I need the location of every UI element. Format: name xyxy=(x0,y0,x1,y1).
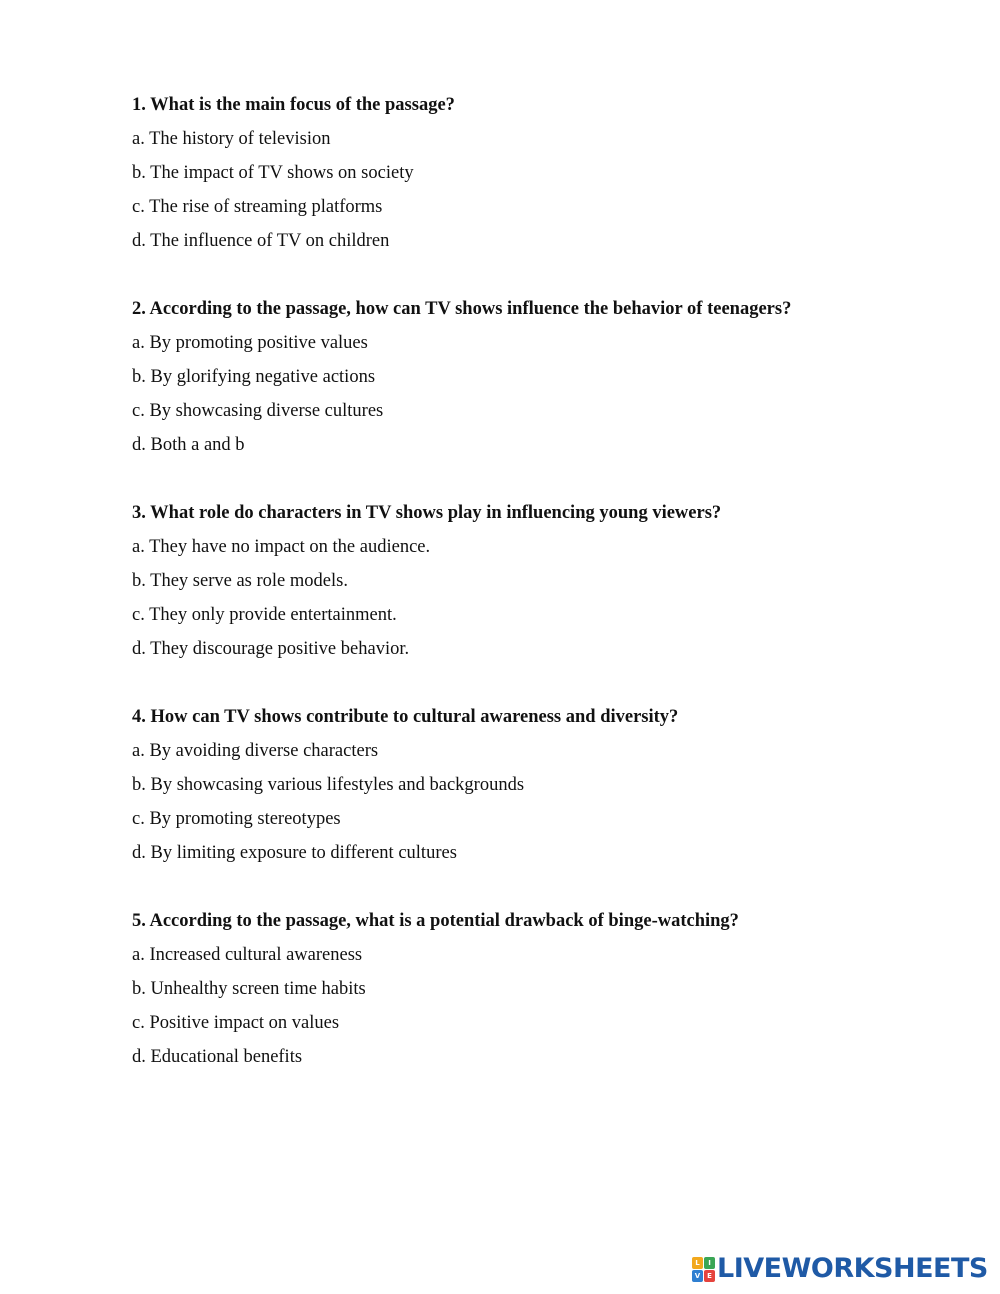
option-a[interactable]: a. By avoiding diverse characters xyxy=(132,741,379,761)
brand-wordmark: LIVEWORKSHEETS xyxy=(717,1253,988,1284)
question-3 xyxy=(132,496,952,666)
option-a[interactable]: a. By promoting positive values xyxy=(132,333,368,353)
option-b[interactable]: b. Unhealthy screen time habits xyxy=(132,979,366,999)
logo-tile: E xyxy=(704,1270,715,1282)
logo-tile: I xyxy=(704,1257,715,1269)
liveworksheets-brand xyxy=(692,1254,988,1284)
worksheet xyxy=(132,88,952,1108)
option-a[interactable]: a. The history of television xyxy=(132,129,331,149)
option-c[interactable]: c. They only provide entertainment. xyxy=(132,605,397,625)
option-d[interactable]: d. The influence of TV on children xyxy=(132,231,390,251)
question-text: 3. What role do characters in TV shows play in influencing young viewers? xyxy=(132,503,722,523)
option-b[interactable]: b. The impact of TV shows on society xyxy=(132,163,414,183)
option-d[interactable]: d. They discourage positive behavior. xyxy=(132,639,410,659)
question-1 xyxy=(132,88,952,258)
option-b[interactable]: b. By glorifying negative actions xyxy=(132,367,376,387)
option-d[interactable]: d. Both a and b xyxy=(132,435,245,455)
option-c[interactable]: c. Positive impact on values xyxy=(132,1013,340,1033)
option-b[interactable]: b. By showcasing various lifestyles and backgrounds xyxy=(132,775,525,795)
question-4 xyxy=(132,700,952,870)
option-a[interactable]: a. Increased cultural awareness xyxy=(132,945,363,965)
liveworksheets-logo-icon xyxy=(692,1257,714,1281)
option-b[interactable]: b. They serve as role models. xyxy=(132,571,348,591)
question-text: 4. How can TV shows contribute to cultural awareness and diversity? xyxy=(132,707,679,727)
question-text: 5. According to the passage, what is a potential drawback of binge-watching? xyxy=(132,911,739,931)
question-5 xyxy=(132,904,952,1074)
option-c[interactable]: c. By promoting stereotypes xyxy=(132,809,341,829)
question-text: 2. According to the passage, how can TV shows influence the behavior of teenagers? xyxy=(132,299,792,319)
logo-tile: V xyxy=(692,1270,703,1282)
logo-tile: L xyxy=(692,1257,703,1269)
option-d[interactable]: d. By limiting exposure to different cultures xyxy=(132,843,457,863)
option-d[interactable]: d. Educational benefits xyxy=(132,1047,303,1067)
option-c[interactable]: c. The rise of streaming platforms xyxy=(132,197,383,217)
option-a[interactable]: a. They have no impact on the audience. xyxy=(132,537,431,557)
option-c[interactable]: c. By showcasing diverse cultures xyxy=(132,401,384,421)
question-2 xyxy=(132,292,952,462)
question-text: 1. What is the main focus of the passage? xyxy=(132,95,455,115)
